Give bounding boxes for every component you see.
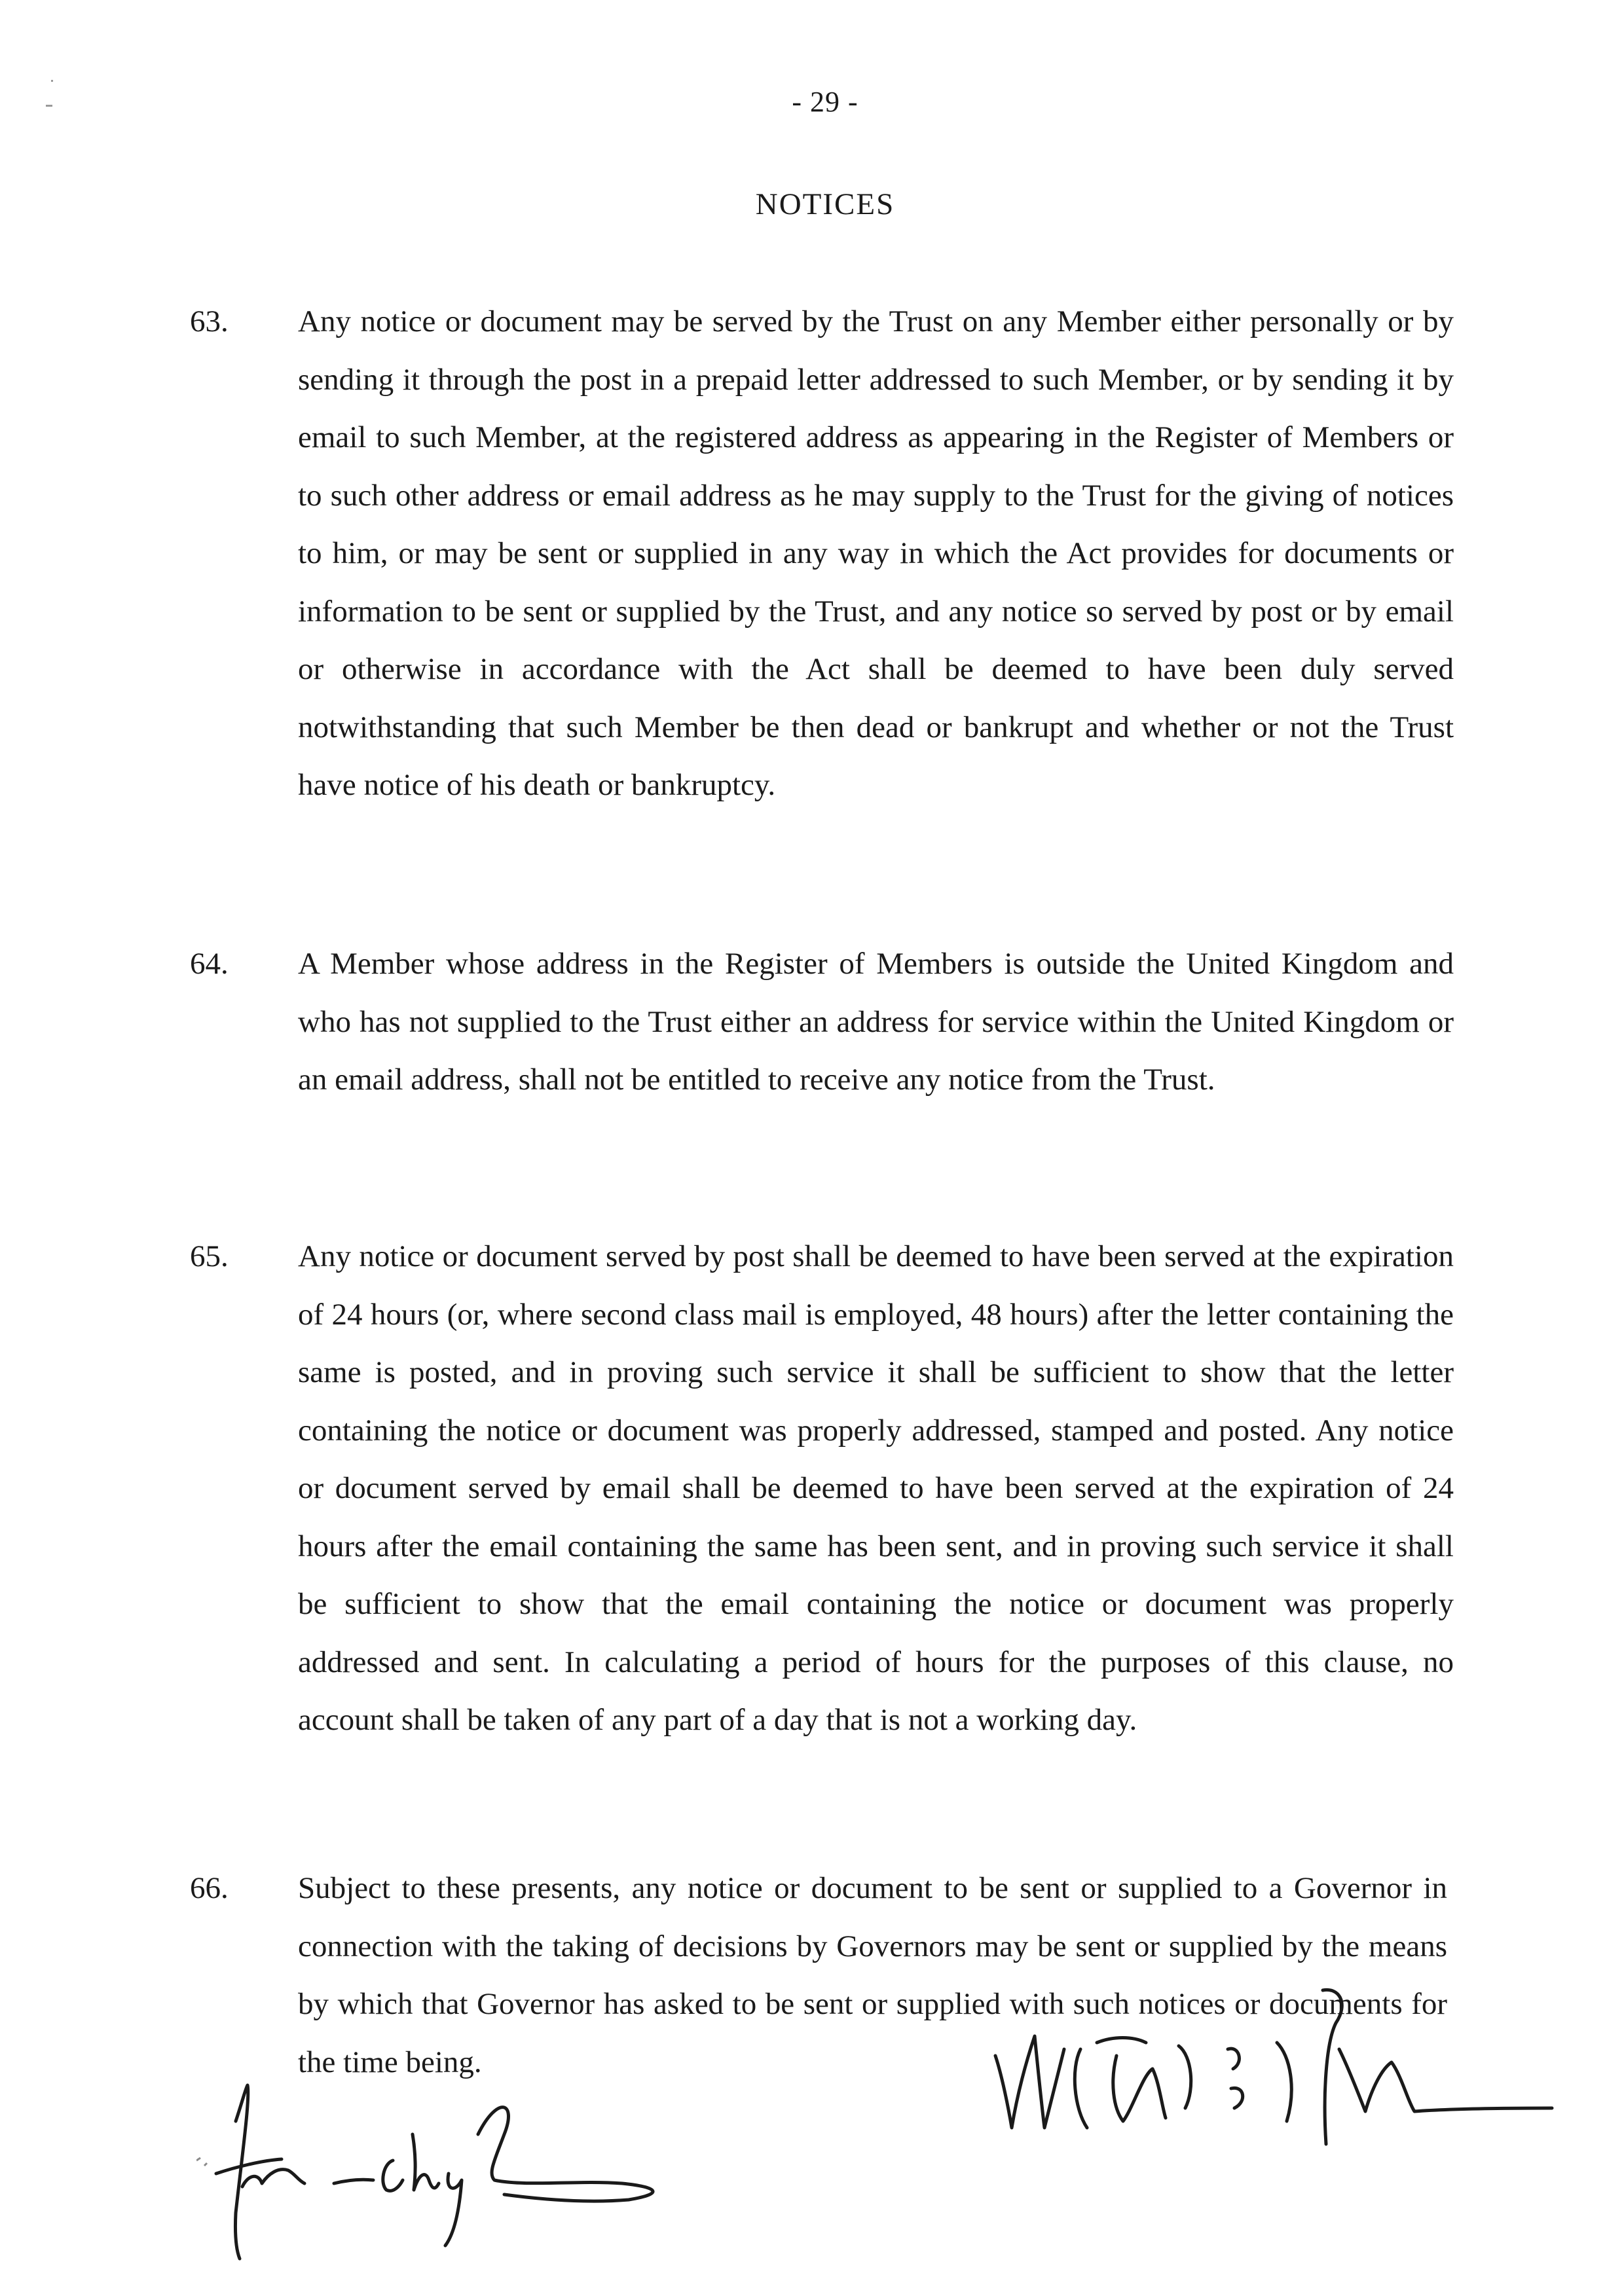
section-heading: NOTICES [755,187,895,221]
clause-number: 66. [190,1871,229,1905]
signature-icon [196,2075,694,2272]
clause-number: 63. [190,304,229,338]
right-signature [982,1977,1559,2147]
clause-text: A Member whose address in the Register of Members is outside the United Kingdom and who has not supplied to the Trust either an address for service within the United Kingdom or an email address, shall not be entitled to receive any notice from the Trust. [298,947,1454,1097]
clause-number: 65. [190,1239,229,1273]
clause-text: Any notice or document served by post shall be deemed to have been served at the expiration of 24 hours (or, where second class mail is employed, 48 hours) after the letter containing the same is posted, and in proving such service it shall be sufficient to show that the letter containing the notice or document was properly addressed, stamped and posted. Any notice or document served by email shall be deemed to have been served at the expiration of 24 hours after the email containing the same has been sent, and in proving such service it shall be sufficient to show that the email containing the notice or document was properly addressed and sent. In calculating a period of hours for the purposes of this clause, no account shall be taken of any part of a day that is not a working day. [298,1239,1454,1737]
clause-number: 64. [190,947,229,981]
scan-speck [46,105,52,107]
clause-text: Subject to these presents, any notice or document to be sent or supplied to a Governor in connection with the taking of decisions by Governors may be sent or supplied by the means by which that Governor has asked to be sent or supplied with such notices or documents for the time being. [298,1871,1447,2079]
signature-icon [982,1977,1559,2147]
scan-speck [51,80,53,82]
clause-text: Any notice or document may be served by the Trust on any Member either personally or by sending it through the post in a prepaid letter addressed to such Member, or by sending it by email to such Member, at the registered address as appearing in the Register of Members or to such other address or email address as he may supply to the Trust for the giving of notices to him, or may be sent or supplied in any way in which the Act provides for documents or information to be sent or supplied by the Trust, and any notice so served by post or by email or otherwise in accordance with the Act shall be deemed to have been duly served notwithstanding that such Member be then dead or bankrupt and whether or not the Trust have notice of his death or bankruptcy. [298,304,1454,802]
left-signature [196,2075,694,2272]
page-number: - 29 - [792,86,858,118]
